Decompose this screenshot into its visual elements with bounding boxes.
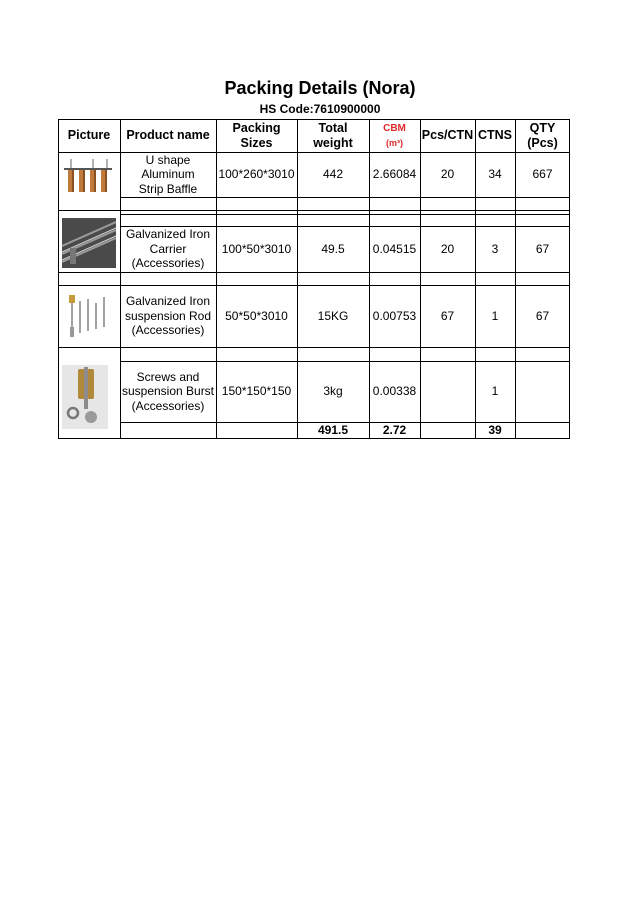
ctns-value: 34 — [488, 167, 502, 182]
product-name-line: Galvanized Iron — [125, 227, 211, 242]
product-name-line: Aluminum — [141, 167, 195, 182]
total-weight: 3kg — [323, 384, 343, 399]
total-ctns-sum: 39 — [488, 423, 502, 438]
packing-size: 100*260*3010 — [218, 167, 295, 182]
header-packing-sizes — [216, 119, 297, 152]
hs-code: HS Code:7610900000 — [259, 102, 381, 116]
product-name-line: suspension Rod — [124, 308, 212, 323]
suspension-rod-image — [62, 289, 116, 343]
product-name — [120, 285, 216, 347]
packing-size: 50*50*3010 — [225, 308, 288, 323]
page-title: Packing Details (Nora) — [224, 78, 416, 98]
header-ctns: CTNS — [477, 128, 513, 142]
total-cbm-sum: 2.72 — [382, 423, 407, 438]
product-name-line: (Accessories) — [131, 323, 205, 338]
product-name-line: (Accessories) — [131, 398, 205, 413]
header-packing-sizes-line1: Packing — [232, 120, 281, 135]
pcs-per-ctn: 20 — [440, 241, 455, 256]
product-name — [120, 152, 216, 197]
total-weight: 49.5 — [321, 241, 345, 256]
header-product-name: Product name — [126, 128, 210, 142]
header-cbm-unit: (m³) — [386, 137, 403, 148]
header-qty-line1: QTY — [529, 120, 556, 135]
product-name-line: Galvanized Iron — [125, 294, 211, 309]
header-pcs-ctn: Pcs/CTN — [421, 128, 474, 142]
product-name-line: Screws and — [136, 369, 200, 384]
iron-carrier-image — [62, 218, 116, 268]
packing-size: 100*50*3010 — [221, 241, 292, 256]
header-qty — [515, 119, 570, 152]
ctns-value: 1 — [491, 308, 499, 323]
header-picture: Picture — [67, 128, 111, 142]
screws-burst-image — [62, 365, 108, 429]
product-name — [120, 226, 216, 272]
product-name — [120, 361, 216, 422]
ctns-value: 1 — [491, 384, 499, 399]
pcs-per-ctn: 20 — [440, 167, 455, 182]
pcs-per-ctn: 67 — [440, 308, 455, 323]
cbm-value: 2.66084 — [372, 167, 417, 182]
pcs-per-ctn — [420, 361, 475, 422]
cbm-value: 0.00753 — [372, 308, 417, 323]
cbm-value: 0.04515 — [372, 241, 417, 256]
product-name-line: (Accessories) — [131, 256, 205, 271]
cbm-value: 0.00338 — [372, 384, 417, 399]
total-weight: 442 — [322, 167, 344, 182]
packing-size: 150*150*150 — [221, 384, 292, 399]
header-total-weight — [297, 119, 369, 152]
header-packing-sizes-line2: Sizes — [240, 135, 273, 150]
header-qty-line2: (Pcs) — [527, 135, 558, 150]
ctns-value: 3 — [491, 241, 499, 256]
qty-value — [515, 361, 570, 422]
header-total-weight-line1: Total — [318, 120, 348, 135]
product-name-line: Strip Baffle — [138, 181, 198, 196]
qty-value: 667 — [532, 167, 553, 182]
header-total-weight-line2: weight — [313, 135, 353, 150]
aluminum-baffle-image — [62, 157, 116, 193]
product-name-line: suspension Burst — [121, 384, 215, 399]
total-weight: 15KG — [317, 308, 349, 323]
total-weight-sum: 491.5 — [317, 423, 349, 438]
header-cbm-label: CBM — [383, 122, 406, 134]
header-cbm — [369, 119, 420, 152]
product-name-line: U shape — [145, 152, 191, 167]
packing-table — [58, 119, 570, 439]
qty-value: 67 — [535, 308, 550, 323]
qty-value: 67 — [535, 241, 550, 256]
product-name-line: Carrier — [149, 241, 187, 256]
